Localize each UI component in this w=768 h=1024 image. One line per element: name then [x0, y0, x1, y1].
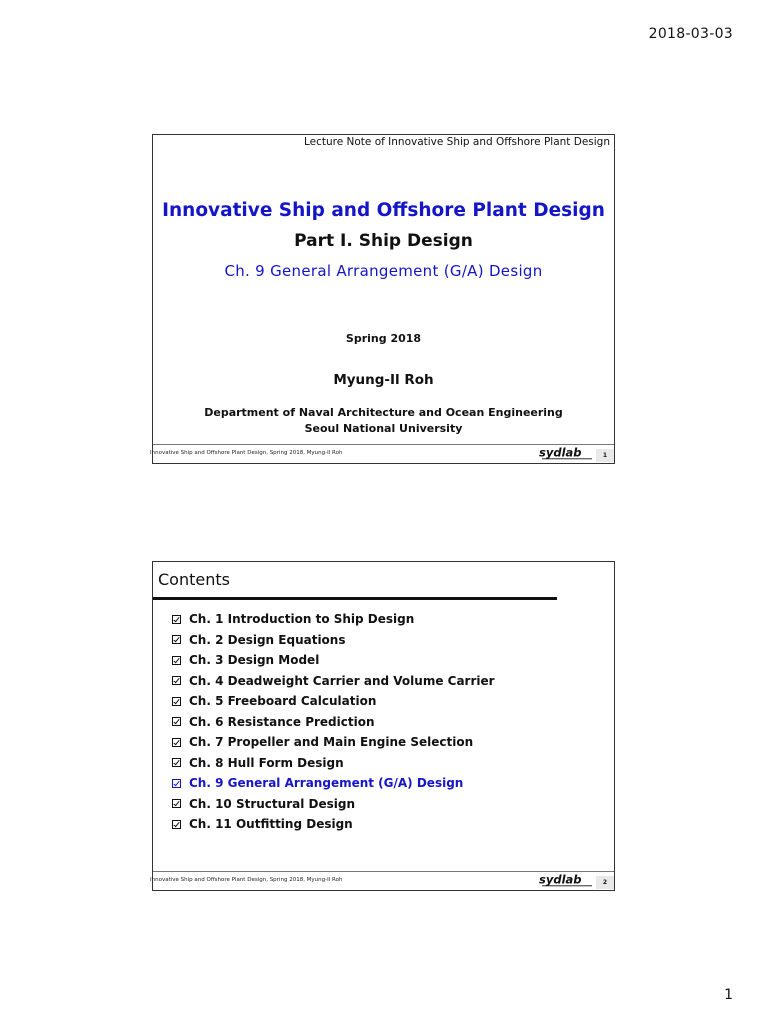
- checkbox-checked-icon: [172, 717, 181, 726]
- chapter-title: Ch. 9 General Arrangement (G/A) Design: [224, 262, 543, 280]
- toc-item: [172, 753, 495, 774]
- toc-item-label: Ch. 5 Freeboard Calculation: [189, 694, 377, 709]
- checkbox-checked-icon: [172, 697, 181, 706]
- toc-item: [172, 794, 495, 815]
- contents-title: Contents: [158, 570, 230, 589]
- checkbox-checked-icon: [172, 799, 181, 808]
- toc-item-label: Ch. 6 Resistance Prediction: [189, 714, 375, 729]
- page-number: 1: [724, 987, 733, 1003]
- toc-item: [172, 630, 495, 651]
- footer-text: Innovative Ship and Offshore Plant Design, Spring 2018, Myung-Il Roh: [150, 450, 343, 456]
- toc-item-label: Ch. 8 Hull Form Design: [189, 755, 344, 770]
- toc-item: [172, 609, 495, 630]
- toc-item-label: Ch. 2 Design Equations: [189, 632, 346, 647]
- toc-item-label: Ch. 10 Structural Design: [189, 796, 355, 811]
- checkbox-checked-icon: [172, 656, 181, 665]
- author-name: Myung-Il Roh: [333, 372, 434, 388]
- toc-item-label: Ch. 11 Outfitting Design: [189, 817, 353, 832]
- checkbox-checked-icon: [172, 676, 181, 685]
- slide-number: 1: [596, 449, 614, 462]
- toc-item-label: Ch. 7 Propeller and Main Engine Selection: [189, 735, 474, 750]
- toc-item: [172, 712, 495, 733]
- toc-item-label: Ch. 3 Design Model: [189, 653, 320, 668]
- university: Seoul National University: [304, 422, 463, 435]
- toc-item: [172, 650, 495, 671]
- checkbox-checked-icon: [172, 738, 181, 747]
- toc-item: [172, 773, 495, 794]
- checkbox-checked-icon: [172, 779, 181, 788]
- course-title: Innovative Ship and Offshore Plant Design: [162, 200, 605, 221]
- checkbox-checked-icon: [172, 615, 181, 624]
- toc-item-label: Ch. 1 Introduction to Ship Design: [189, 612, 415, 627]
- toc-item-label: Ch. 4 Deadweight Carrier and Volume Carrier: [189, 673, 495, 688]
- footer-text: Innovative Ship and Offshore Plant Design, Spring 2018, Myung-Il Roh: [150, 877, 343, 883]
- toc-item: [172, 814, 495, 835]
- toc-item-label: Ch. 9 General Arrangement (G/A) Design: [189, 776, 464, 791]
- slide-footer: [150, 871, 614, 890]
- checkbox-checked-icon: [172, 820, 181, 829]
- sydlab-logo: [538, 446, 594, 460]
- title-rule: [153, 597, 557, 600]
- toc-item: [172, 732, 495, 753]
- slide-contents: [152, 561, 615, 891]
- toc-item: [172, 691, 495, 712]
- toc-item: [172, 671, 495, 692]
- slide-number: 2: [596, 876, 614, 889]
- part-title: Part I. Ship Design: [294, 231, 473, 251]
- checkbox-checked-icon: [172, 758, 181, 767]
- checkbox-checked-icon: [172, 635, 181, 644]
- toc-list: [172, 609, 495, 835]
- slide-footer: [150, 444, 614, 463]
- department: Department of Naval Architecture and Ocean Engineering: [204, 406, 563, 419]
- logo-text: sydlab: [539, 446, 582, 460]
- logo-text: sydlab: [539, 873, 582, 887]
- semester: Spring 2018: [345, 332, 422, 345]
- slide-title: [152, 134, 615, 464]
- lecture-note-header: Lecture Note of Innovative Ship and Offshore Plant Design: [303, 136, 610, 148]
- page-date: 2018-03-03: [648, 26, 733, 42]
- sydlab-logo: [538, 873, 594, 887]
